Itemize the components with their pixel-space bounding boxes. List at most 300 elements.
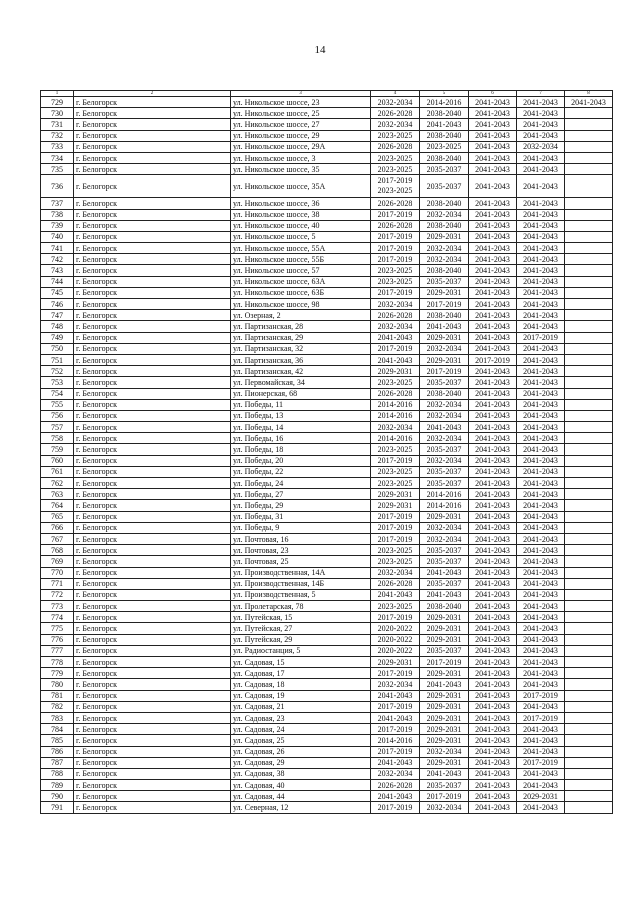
row-number-cell: 778 [41, 657, 74, 668]
period-cell-4: 2026-2028 [371, 388, 420, 399]
period-cell-5: 2029-2031 [420, 757, 469, 768]
table-row [41, 735, 613, 746]
address-cell: ул. Никольское шоссе, 5 [231, 231, 371, 242]
period-cell-6: 2041-2043 [469, 220, 517, 231]
row-number-cell: 763 [41, 489, 74, 500]
address-cell: ул. Никольское шоссе, 29 [231, 130, 371, 141]
period-cell-4: 2023-2025 [371, 377, 420, 388]
period-cell-7: 2041-2043 [517, 130, 565, 141]
period-cell-8 [565, 354, 613, 365]
period-cell-5: 2032-2034 [420, 802, 469, 813]
table-row [41, 724, 613, 735]
period-cell-6: 2041-2043 [469, 679, 517, 690]
period-cell-8 [565, 164, 613, 175]
period-cell-5: 2041-2043 [420, 679, 469, 690]
row-number-cell: 739 [41, 220, 74, 231]
table-row [41, 623, 613, 634]
period-cell-5: 2032-2034 [420, 533, 469, 544]
period-cell-6: 2041-2043 [469, 668, 517, 679]
city-cell: г. Белогорск [74, 802, 231, 813]
period-cell-7: 2041-2043 [517, 724, 565, 735]
city-cell: г. Белогорск [74, 657, 231, 668]
row-number-cell: 751 [41, 354, 74, 365]
period-cell-8 [565, 645, 613, 656]
period-cell-6: 2041-2043 [469, 578, 517, 589]
address-cell: ул. Никольское шоссе, 27 [231, 119, 371, 130]
period-cell-5: 2032-2034 [420, 399, 469, 410]
period-cell-7: 2041-2043 [517, 466, 565, 477]
period-cell-7: 2041-2043 [517, 377, 565, 388]
table-row [41, 522, 613, 533]
period-cell-7: 2041-2043 [517, 220, 565, 231]
table-row [41, 757, 613, 768]
period-cell-6: 2041-2043 [469, 130, 517, 141]
period-cell-8 [565, 567, 613, 578]
table-row [41, 343, 613, 354]
address-cell: ул. Партизанская, 29 [231, 332, 371, 343]
table-row [41, 712, 613, 723]
address-cell: ул. Садовая, 26 [231, 746, 371, 757]
row-number-cell: 775 [41, 623, 74, 634]
period-cell-8 [565, 757, 613, 768]
row-number-cell: 772 [41, 589, 74, 600]
period-cell-8 [565, 724, 613, 735]
period-cell-4: 2017-2019 [371, 455, 420, 466]
period-cell-7: 2041-2043 [517, 545, 565, 556]
period-cell-8 [565, 601, 613, 612]
row-number-cell: 735 [41, 164, 74, 175]
period-cell-7: 2041-2043 [517, 310, 565, 321]
period-cell-5: 2029-2031 [420, 354, 469, 365]
table-row [41, 164, 613, 175]
table-row [41, 690, 613, 701]
period-cell-6: 2041-2043 [469, 556, 517, 567]
row-number-cell: 732 [41, 130, 74, 141]
period-cell-8 [565, 152, 613, 163]
period-cell-7: 2041-2043 [517, 601, 565, 612]
address-cell: ул. Никольское шоссе, 55А [231, 243, 371, 254]
period-cell-7: 2041-2043 [517, 556, 565, 567]
table-row [41, 645, 613, 656]
city-cell: г. Белогорск [74, 343, 231, 354]
period-cell-7: 2041-2043 [517, 366, 565, 377]
address-cell: ул. Северная, 12 [231, 802, 371, 813]
period-cell-7: 2017-2019 [517, 757, 565, 768]
period-cell-6: 2041-2043 [469, 321, 517, 332]
row-number-cell: 754 [41, 388, 74, 399]
address-cell: ул. Садовая, 44 [231, 791, 371, 802]
period-cell-8 [565, 545, 613, 556]
period-cell-6: 2041-2043 [469, 612, 517, 623]
table-row [41, 601, 613, 612]
address-cell: ул. Победы, 9 [231, 522, 371, 533]
period-cell-7: 2041-2043 [517, 768, 565, 779]
period-cell-6: 2041-2043 [469, 712, 517, 723]
period-cell-6: 2041-2043 [469, 466, 517, 477]
period-cell-4: 2041-2043 [371, 332, 420, 343]
period-cell-7: 2041-2043 [517, 735, 565, 746]
table-row [41, 220, 613, 231]
period-cell-5: 2035-2037 [420, 545, 469, 556]
period-cell-7: 2041-2043 [517, 634, 565, 645]
period-cell-6: 2041-2043 [469, 265, 517, 276]
period-cell-4: 2017-2019 [371, 287, 420, 298]
period-cell-5: 2029-2031 [420, 623, 469, 634]
period-cell-6: 2041-2043 [469, 310, 517, 321]
address-cell: ул. Пионерская, 68 [231, 388, 371, 399]
period-cell-8 [565, 321, 613, 332]
period-cell-4: 2032-2034 [371, 679, 420, 690]
period-cell-5: 2029-2031 [420, 690, 469, 701]
row-number-cell: 762 [41, 478, 74, 489]
period-cell-8 [565, 399, 613, 410]
period-cell-5: 2038-2040 [420, 310, 469, 321]
row-number-cell: 764 [41, 500, 74, 511]
table-row [41, 556, 613, 567]
city-cell: г. Белогорск [74, 254, 231, 265]
period-cell-5: 2038-2040 [420, 130, 469, 141]
city-cell: г. Белогорск [74, 209, 231, 220]
period-cell-6: 2041-2043 [469, 332, 517, 343]
period-cell-6: 2041-2043 [469, 522, 517, 533]
period-cell-4: 2029-2031 [371, 500, 420, 511]
column-number-cell: 7 [517, 91, 565, 97]
table-row [41, 444, 613, 455]
row-number-cell: 730 [41, 108, 74, 119]
period-cell-6: 2041-2043 [469, 533, 517, 544]
period-cell-8 [565, 130, 613, 141]
period-cell-4: 2023-2025 [371, 130, 420, 141]
period-cell-6: 2041-2043 [469, 399, 517, 410]
city-cell: г. Белогорск [74, 500, 231, 511]
address-cell: ул. Производственная, 5 [231, 589, 371, 600]
period-cell-8 [565, 108, 613, 119]
city-cell: г. Белогорск [74, 354, 231, 365]
table-row [41, 433, 613, 444]
address-cell: ул. Никольское шоссе, 35А [231, 175, 371, 198]
row-number-cell: 758 [41, 433, 74, 444]
row-number-cell: 767 [41, 533, 74, 544]
address-cell: ул. Садовая, 40 [231, 780, 371, 791]
period-cell-5: 2041-2043 [420, 567, 469, 578]
address-cell: ул. Путейская, 29 [231, 634, 371, 645]
city-cell: г. Белогорск [74, 623, 231, 634]
address-cell: ул. Почтовая, 25 [231, 556, 371, 567]
city-cell: г. Белогорск [74, 410, 231, 421]
period-cell-8 [565, 623, 613, 634]
row-number-cell: 736 [41, 175, 74, 198]
period-cell-5: 2035-2037 [420, 164, 469, 175]
table-row [41, 97, 613, 108]
period-cell-8 [565, 489, 613, 500]
city-cell: г. Белогорск [74, 332, 231, 343]
period-cell-7: 2041-2043 [517, 265, 565, 276]
period-cell-8 [565, 712, 613, 723]
row-number-cell: 737 [41, 198, 74, 209]
period-cell-6: 2041-2043 [469, 164, 517, 175]
period-cell-4: 2023-2025 [371, 265, 420, 276]
period-cell-8 [565, 791, 613, 802]
period-cell-8 [565, 287, 613, 298]
period-cell-8 [565, 668, 613, 679]
period-cell-8 [565, 478, 613, 489]
schedule-table [40, 90, 613, 814]
period-cell-7: 2041-2043 [517, 422, 565, 433]
address-cell: ул. Садовая, 24 [231, 724, 371, 735]
period-cell-6: 2041-2043 [469, 746, 517, 757]
table-row [41, 265, 613, 276]
address-cell: ул. Никольское шоссе, 57 [231, 265, 371, 276]
period-cell-4: 2023-2025 [371, 556, 420, 567]
row-number-cell: 785 [41, 735, 74, 746]
address-cell: ул. Никольское шоссе, 98 [231, 299, 371, 310]
period-cell-4: 2029-2031 [371, 657, 420, 668]
period-cell-8 [565, 679, 613, 690]
row-number-cell: 756 [41, 410, 74, 421]
period-cell-5: 2029-2031 [420, 701, 469, 712]
address-cell: ул. Садовая, 25 [231, 735, 371, 746]
period-cell-7: 2029-2031 [517, 791, 565, 802]
period-cell-4: 2032-2034 [371, 567, 420, 578]
city-cell: г. Белогорск [74, 366, 231, 377]
address-cell: ул. Садовая, 19 [231, 690, 371, 701]
period-cell-4: 2020-2022 [371, 623, 420, 634]
period-cell-7: 2041-2043 [517, 679, 565, 690]
city-cell: г. Белогорск [74, 299, 231, 310]
city-cell: г. Белогорск [74, 152, 231, 163]
column-number-cell: 6 [469, 91, 517, 97]
period-cell-7: 2041-2043 [517, 198, 565, 209]
period-cell-5: 2014-2016 [420, 500, 469, 511]
period-cell-8 [565, 578, 613, 589]
city-cell: г. Белогорск [74, 679, 231, 690]
row-number-cell: 740 [41, 231, 74, 242]
period-cell-6: 2041-2043 [469, 231, 517, 242]
period-cell-7: 2041-2043 [517, 668, 565, 679]
period-cell-7: 2041-2043 [517, 243, 565, 254]
period-cell-5: 2032-2034 [420, 343, 469, 354]
row-number-cell: 761 [41, 466, 74, 477]
period-cell-5: 2029-2031 [420, 612, 469, 623]
table-row [41, 478, 613, 489]
city-cell: г. Белогорск [74, 164, 231, 175]
period-cell-6: 2041-2043 [469, 243, 517, 254]
period-cell-6: 2041-2043 [469, 455, 517, 466]
row-number-cell: 786 [41, 746, 74, 757]
city-cell: г. Белогорск [74, 265, 231, 276]
city-cell: г. Белогорск [74, 768, 231, 779]
city-cell: г. Белогорск [74, 634, 231, 645]
address-cell: ул. Производственная, 14Б [231, 578, 371, 589]
period-cell-8 [565, 410, 613, 421]
address-cell: ул. Никольское шоссе, 23 [231, 97, 371, 108]
city-cell: г. Белогорск [74, 141, 231, 152]
column-number-cell: 3 [231, 91, 371, 97]
row-number-cell: 776 [41, 634, 74, 645]
city-cell: г. Белогорск [74, 735, 231, 746]
row-number-cell: 734 [41, 152, 74, 163]
period-cell-5: 2029-2031 [420, 511, 469, 522]
row-number-cell: 787 [41, 757, 74, 768]
city-cell: г. Белогорск [74, 780, 231, 791]
period-cell-6: 2041-2043 [469, 511, 517, 522]
table-row [41, 399, 613, 410]
period-cell-5: 2035-2037 [420, 780, 469, 791]
period-cell-6: 2041-2043 [469, 768, 517, 779]
table-row [41, 366, 613, 377]
period-cell-8 [565, 802, 613, 813]
period-cell-7: 2041-2043 [517, 567, 565, 578]
period-cell-4: 2041-2043 [371, 354, 420, 365]
row-number-cell: 788 [41, 768, 74, 779]
city-cell: г. Белогорск [74, 746, 231, 757]
address-cell: ул. Садовая, 18 [231, 679, 371, 690]
row-number-cell: 752 [41, 366, 74, 377]
period-cell-4: 2014-2016 [371, 433, 420, 444]
period-cell-5: 2029-2031 [420, 231, 469, 242]
period-cell-8 [565, 500, 613, 511]
period-cell-7: 2041-2043 [517, 209, 565, 220]
period-cell-4: 2032-2034 [371, 97, 420, 108]
address-cell: ул. Никольское шоссе, 63Б [231, 287, 371, 298]
address-cell: ул. Победы, 24 [231, 478, 371, 489]
period-cell-5: 2041-2043 [420, 768, 469, 779]
city-cell: г. Белогорск [74, 119, 231, 130]
period-cell-6: 2041-2043 [469, 299, 517, 310]
row-number-cell: 773 [41, 601, 74, 612]
table-row [41, 287, 613, 298]
period-cell-4: 2017-2019 [371, 701, 420, 712]
period-cell-6: 2041-2043 [469, 690, 517, 701]
period-cell-4: 2023-2025 [371, 276, 420, 287]
period-cell-6: 2041-2043 [469, 343, 517, 354]
period-cell-7: 2041-2043 [517, 589, 565, 600]
row-number-cell: 779 [41, 668, 74, 679]
row-number-cell: 744 [41, 276, 74, 287]
period-cell-6: 2041-2043 [469, 388, 517, 399]
period-cell-7: 2041-2043 [517, 287, 565, 298]
period-cell-8 [565, 634, 613, 645]
period-cell-7: 2041-2043 [517, 500, 565, 511]
period-cell-6: 2041-2043 [469, 478, 517, 489]
row-number-cell: 782 [41, 701, 74, 712]
city-cell: г. Белогорск [74, 791, 231, 802]
table-row [41, 780, 613, 791]
row-number-cell: 768 [41, 545, 74, 556]
period-cell-5: 2035-2037 [420, 578, 469, 589]
period-cell-5: 2038-2040 [420, 601, 469, 612]
row-number-cell: 777 [41, 645, 74, 656]
period-cell-7: 2041-2043 [517, 533, 565, 544]
period-cell-6: 2041-2043 [469, 422, 517, 433]
period-cell-5: 2032-2034 [420, 209, 469, 220]
period-cell-8 [565, 265, 613, 276]
period-cell-6: 2041-2043 [469, 780, 517, 791]
period-cell-7: 2041-2043 [517, 478, 565, 489]
period-cell-4: 2017-2019 [371, 209, 420, 220]
period-cell-4: 2041-2043 [371, 757, 420, 768]
period-cell-4: 2014-2016 [371, 735, 420, 746]
table-row [41, 108, 613, 119]
row-number-cell: 749 [41, 332, 74, 343]
address-cell: ул. Производственная, 14А [231, 567, 371, 578]
period-cell-7: 2041-2043 [517, 276, 565, 287]
address-cell: ул. Никольское шоссе, 3 [231, 152, 371, 163]
address-cell: ул. Победы, 31 [231, 511, 371, 522]
period-cell-6: 2041-2043 [469, 791, 517, 802]
table-row [41, 209, 613, 220]
table-row [41, 679, 613, 690]
period-cell-8 [565, 657, 613, 668]
period-cell-5: 2032-2034 [420, 746, 469, 757]
city-cell: г. Белогорск [74, 377, 231, 388]
period-cell-4: 2017-2019 [371, 343, 420, 354]
table-row [41, 152, 613, 163]
table-row [41, 589, 613, 600]
row-number-cell: 780 [41, 679, 74, 690]
period-cell-7: 2041-2043 [517, 119, 565, 130]
period-cell-8 [565, 612, 613, 623]
address-cell: ул. Путейская, 15 [231, 612, 371, 623]
period-cell-7: 2041-2043 [517, 489, 565, 500]
address-cell: ул. Садовая, 29 [231, 757, 371, 768]
city-cell: г. Белогорск [74, 388, 231, 399]
period-cell-5: 2014-2016 [420, 489, 469, 500]
address-cell: ул. Победы, 18 [231, 444, 371, 455]
city-cell: г. Белогорск [74, 533, 231, 544]
row-number-cell: 781 [41, 690, 74, 701]
row-number-cell: 747 [41, 310, 74, 321]
period-cell-6: 2041-2043 [469, 601, 517, 612]
table-row [41, 455, 613, 466]
address-cell: ул. Почтовая, 23 [231, 545, 371, 556]
row-number-cell: 757 [41, 422, 74, 433]
city-cell: г. Белогорск [74, 567, 231, 578]
period-cell-6: 2041-2043 [469, 97, 517, 108]
period-cell-6: 2041-2043 [469, 657, 517, 668]
period-cell-6: 2041-2043 [469, 366, 517, 377]
period-cell-4: 2032-2034 [371, 119, 420, 130]
city-cell: г. Белогорск [74, 489, 231, 500]
row-number-cell: 769 [41, 556, 74, 567]
city-cell: г. Белогорск [74, 690, 231, 701]
table-body [41, 91, 613, 814]
period-cell-8 [565, 119, 613, 130]
period-cell-6: 2041-2043 [469, 589, 517, 600]
period-cell-8 [565, 556, 613, 567]
period-cell-7: 2041-2043 [517, 780, 565, 791]
period-cell-5: 2029-2031 [420, 332, 469, 343]
period-cell-5: 2029-2031 [420, 735, 469, 746]
period-cell-7: 2041-2043 [517, 231, 565, 242]
period-cell-8 [565, 198, 613, 209]
period-cell-4: 2017-2019 [371, 668, 420, 679]
table-row [41, 791, 613, 802]
period-cell-5: 2029-2031 [420, 712, 469, 723]
period-cell-5: 2038-2040 [420, 108, 469, 119]
period-cell-6: 2041-2043 [469, 410, 517, 421]
city-cell: г. Белогорск [74, 522, 231, 533]
row-number-cell: 765 [41, 511, 74, 522]
period-cell-8 [565, 511, 613, 522]
period-cell-5: 2029-2031 [420, 724, 469, 735]
period-cell-6: 2041-2043 [469, 175, 517, 198]
city-cell: г. Белогорск [74, 466, 231, 477]
period-cell-7: 2041-2043 [517, 612, 565, 623]
table-row [41, 634, 613, 645]
period-cell-6: 2041-2043 [469, 444, 517, 455]
city-cell: г. Белогорск [74, 645, 231, 656]
